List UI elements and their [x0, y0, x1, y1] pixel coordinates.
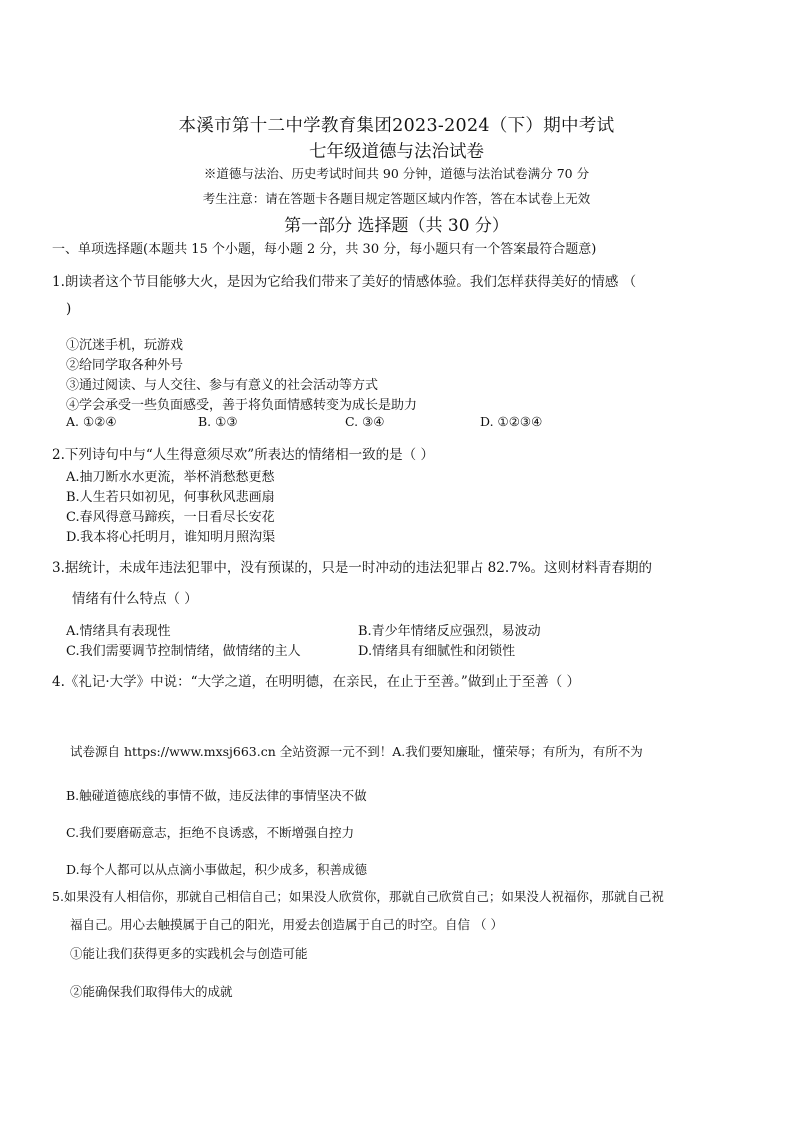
question-1-item: ②给同学取各种外号: [66, 358, 184, 373]
question-3-choice-a: A.情绪具有表现性: [66, 624, 171, 639]
question-3-stem: 3.据统计，未成年违法犯罪中，没有预谋的，只是一时冲动的违法犯罪占 82.7%。这则材料青春期的: [52, 560, 653, 576]
question-5-item: ①能让我们获得更多的实践机会与创造可能: [70, 946, 308, 961]
section-title: 一、单项选择题(本题共 15 个小题，每小题 2 分，共 30 分，每小题只有一个答案最符合题意): [52, 242, 597, 257]
exam-title: 本溪市第十二中学教育集团2023-2024（下）期中考试: [178, 116, 615, 136]
time-note: ※道德与法治、历史考试时间共 90 分钟，道德与法治试卷满分 70 分: [203, 166, 590, 181]
question-2-choice-a: A.抽刀断水水更流，举杯消愁愁更愁: [66, 470, 275, 485]
question-4-stem: 4.《礼记·大学》中说：“大学之道，在明明德，在亲民，在止于至善。”做到止于至善（ ）: [52, 674, 581, 690]
answer-note: 考生注意：请在答题卡各题目规定答题区域内作答，答在本试卷上无效: [202, 191, 591, 206]
question-4-choice-d: D.每个人都可以从点滴小事做起，积少成多，积善成德: [66, 862, 368, 877]
question-3-choice-d: D.情绪具有细腻性和闭锁性: [358, 644, 516, 659]
question-5-item: ②能确保我们取得伟大的成就: [70, 984, 233, 999]
exam-subtitle: 七年级道德与法治试卷: [309, 142, 484, 162]
question-1-stem-cont: ): [66, 301, 72, 317]
question-2-choice-d: D.我本将心托明月，谁知明月照沟渠: [66, 530, 276, 545]
part-title: 第一部分 选择题（共 30 分）: [284, 216, 509, 236]
question-1-choice-d: D. ①②③④: [480, 414, 543, 429]
question-2-stem: 2.下列诗句中与“人生得意须尽欢”所表达的情绪相一致的是（ ）: [52, 447, 434, 463]
question-1-item: ①沉迷手机，玩游戏: [66, 338, 184, 353]
question-1-choice-a: A. ①②④: [66, 414, 117, 429]
question-1-choice-b: B. ①③: [198, 414, 238, 429]
question-3-choice-c: C.我们需要调节控制情绪，做情绪的主人: [66, 644, 301, 659]
question-4-choice-c: C.我们要磨砺意志，拒绝不良诱惑，不断增强自控力: [66, 825, 355, 840]
question-5-stem: 5.如果没有人相信你，那就自己相信自己；如果没人欣赏你，那就自己欣赏自己；如果没人祝福你，那就自己祝: [52, 889, 664, 904]
question-1-item: ④学会承受一些负面感受，善于将负面情感转变为成长是助力: [66, 398, 418, 413]
source-note: 试卷源自 https://www.mxsj663.cn 全站资源一元不到！A.我们要知廉耻，懂荣辱；有所为，有所不为: [70, 744, 643, 759]
question-2-choice-c: C.春风得意马蹄疾，一日看尽长安花: [66, 510, 275, 525]
question-3-stem-cont: 情绪有什么特点（ ）: [72, 591, 198, 607]
question-4-choice-b: B.触碰道德底线的事情不做，违反法律的事情坚决不做: [66, 788, 367, 803]
question-1-item: ③通过阅读、与人交往、参与有意义的社会活动等方式: [66, 378, 379, 393]
question-1-stem: 1.朗读者这个节目能够大火，是因为它给我们带来了美好的情感体验。我们怎样获得美好的情感 （: [52, 274, 637, 290]
question-3-choice-b: B.青少年情绪反应强烈，易波动: [358, 624, 541, 639]
question-2-choice-b: B.人生若只如初见，何事秋风悲画扇: [66, 490, 275, 505]
question-1-choice-c: C. ③④: [345, 414, 385, 429]
question-5-stem-cont: 福自己。用心去触摸属于自己的阳光，用爱去创造属于自己的时空。自信 （ ）: [70, 917, 503, 932]
